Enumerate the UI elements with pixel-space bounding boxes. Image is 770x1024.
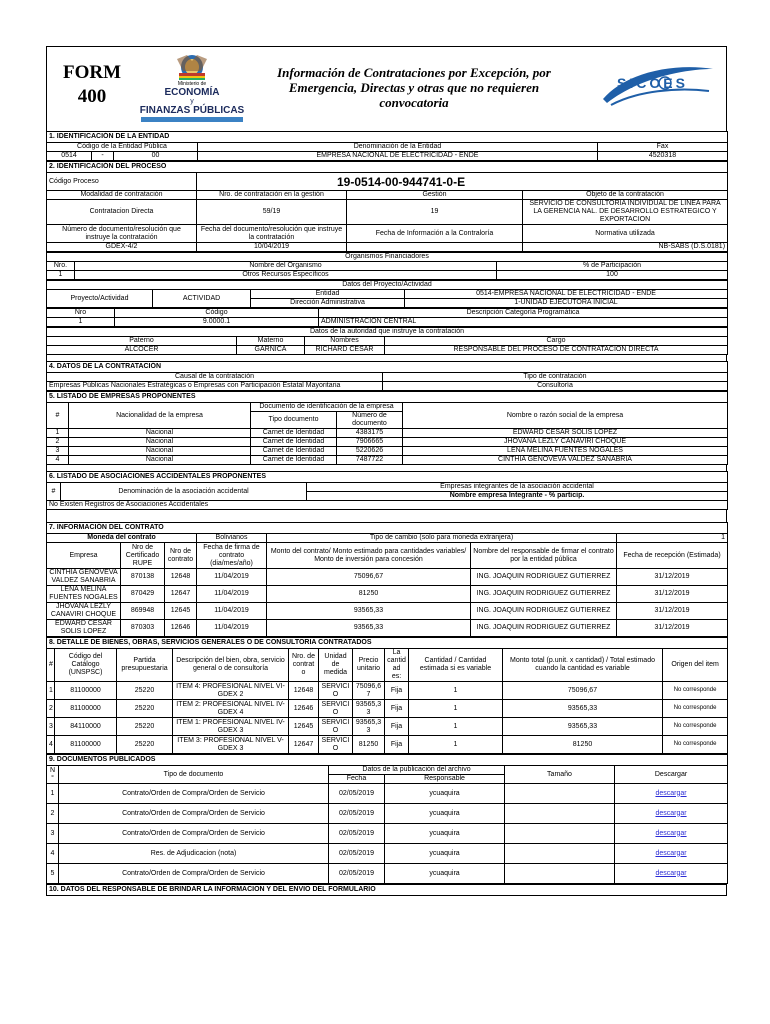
entity-code-separator: - [92, 152, 114, 161]
header-fecha-informacion: Fecha de Información a la Contraloría [347, 225, 523, 243]
fecha: 02/05/2019 [329, 784, 385, 804]
tamano [505, 844, 615, 864]
certificado-rupe: 870303 [121, 620, 165, 637]
section-5-table [46, 391, 728, 465]
section-10-title: 10. DATOS DEL RESPONSABLE DE BRINDAR LA INFORMACION Y DEL ENVIO DEL FORMULARIO [47, 885, 727, 896]
nombre-empresa: CINTHIA GENOVEVA VALDEZ SANABRIA [403, 456, 728, 465]
responsable: ING. JOAQUIN RODRIGUEZ GUTIERREZ [471, 586, 617, 603]
header-num-doc: Número de documento [337, 412, 403, 429]
entidad-value: 0514-EMPRESA NACIONAL DE ELECTRICIDAD - ENDE [405, 290, 728, 299]
header-datos-publicacion: Datos de la publicación del archivo [329, 766, 505, 775]
tamano [505, 864, 615, 884]
header-tipo-doc: Tipo documento [251, 412, 337, 429]
section-4-table [46, 361, 728, 391]
tipo-documento: Carnet de Identidad [251, 438, 337, 447]
org-pct: 100 [497, 271, 728, 280]
responsable: ycuaquira [385, 824, 505, 844]
nro-contrato: 12647 [289, 736, 319, 754]
responsable: ycuaquira [385, 784, 505, 804]
nro-documento-value: GDEX-4/2 [47, 243, 197, 252]
table-row [47, 447, 728, 456]
header-org-nro: Nro. [47, 262, 75, 271]
table-row [47, 438, 728, 447]
header-num: # [47, 403, 69, 429]
form-number [53, 61, 131, 109]
objeto-contratacion: SERVICIO DE CONSULTORIA INDIVIDUAL DE LINEA PARA LA GERENCIA NAL. DE DESARROLLO ESTRATEGICO Y EXPORTACION [523, 200, 728, 225]
proyecto-actividad-value: ACTIVIDAD [153, 290, 251, 308]
tipo-documento: Contrato/Orden de Compra/Orden de Servicio [59, 824, 329, 844]
section-1-table [46, 131, 728, 161]
tipo-documento: Contrato/Orden de Compra/Orden de Servicio [59, 784, 329, 804]
tipo-documento: Contrato/Orden de Compra/Orden de Servicio [59, 804, 329, 824]
table-row [47, 586, 728, 603]
header-fecha-documento: Fecha del documento/resolución que instruye la contratación [197, 225, 347, 243]
header-fecha: Fecha [329, 775, 385, 784]
entity-fax: 4520318 [598, 152, 728, 161]
nro-contrato: 12646 [289, 700, 319, 718]
fecha: 02/05/2019 [329, 824, 385, 844]
catalogo: 81100000 [55, 736, 117, 754]
nacionalidad: Nacional [69, 438, 251, 447]
header-tamano: Tamaño [505, 766, 615, 784]
nro-contrato: 12646 [165, 620, 197, 637]
cargo-value: RESPONSABLE DEL PROCESO DE CONTRATACION DIRECTA [385, 346, 728, 355]
numero-documento: 7487722 [337, 456, 403, 465]
header-origen: Origen del item [663, 649, 728, 682]
catalogo: 84110000 [55, 718, 117, 736]
responsable: ING. JOAQUIN RODRIGUEZ GUTIERREZ [471, 620, 617, 637]
tipo-cambio-value: 1 [617, 534, 728, 543]
header-nro-contrato: Nro de contrato [165, 543, 197, 569]
unidad: SERVICIO [319, 718, 353, 736]
header-cantidad: La cantidad es: [385, 649, 409, 682]
row-num: 3 [47, 824, 59, 844]
empresa: JHOVANA LEZLY CANAVIRI CHOQUE [47, 603, 121, 620]
table-row [47, 804, 728, 824]
row-num: 1 [47, 682, 55, 700]
header-tipo-cambio: Tipo de cambio (solo para moneda extranjera) [267, 534, 617, 543]
modalidad-value: Contratacion Directa [47, 200, 197, 225]
tipo-documento: Res. de Adjudicacion (nota) [59, 844, 329, 864]
row-num: 1 [47, 429, 69, 438]
entity-code-1: 0514 [47, 152, 92, 161]
fecha: 02/05/2019 [329, 844, 385, 864]
header-normativa: Normativa utilizada [523, 225, 728, 243]
section-4-title: 4. DATOS DE LA CONTRATACIÓN [47, 362, 728, 373]
fecha-recepcion: 31/12/2019 [617, 620, 728, 637]
row-num: 4 [47, 736, 55, 754]
header-nombre-pct: Nombre empresa Integrante - % particip. [307, 492, 728, 501]
nombre-empresa: LENA MELINA FUENTES NOGALES [403, 447, 728, 456]
header-cat-nro: Nro [47, 309, 115, 318]
row-num: 2 [47, 438, 69, 447]
nro-contrato: 12645 [165, 603, 197, 620]
org-nro: 1 [47, 271, 75, 280]
dir-adm-value: 1-UNIDAD EJECUTORA INICIAL [405, 299, 728, 308]
header-cat-desc: Descripción Categoría Programática [319, 309, 728, 318]
fecha: 02/05/2019 [329, 804, 385, 824]
nacionalidad: Nacional [69, 429, 251, 438]
section-1-title: 1. IDENTIFICACIÓN DE LA ENTIDAD [47, 132, 728, 143]
organismos-table [46, 252, 728, 280]
tamano [505, 804, 615, 824]
section-7-title: 7. INFORMACIÓN DEL CONTRATO [47, 523, 728, 534]
nombre-empresa: EDWARD CESAR SOLIS LOPEZ [403, 429, 728, 438]
table-row [47, 682, 728, 700]
header-codigo-entidad: Código de la Entidad Pública [47, 143, 198, 152]
table-row [47, 429, 728, 438]
descripcion: ITEM 4: PROFESIONAL NIVEL VI- GDEX 2 [173, 682, 289, 700]
empresa: CINTHIA GENOVEVA VALDEZ SANABRIA [47, 569, 121, 586]
header-nombre-empresa: Nombre o razón social de la empresa [403, 403, 728, 429]
partida: 25220 [117, 700, 173, 718]
row-num: 2 [47, 700, 55, 718]
fecha-firma: 11/04/2019 [197, 569, 267, 586]
responsable: ycuaquira [385, 864, 505, 884]
fecha-firma: 11/04/2019 [197, 586, 267, 603]
precio: 93565,33 [353, 700, 385, 718]
section-6-title: 6. LISTADO DE ASOCIACIONES ACCIDENTALES PROPONENTES [47, 472, 728, 483]
form-code: 400 [77, 86, 107, 107]
header-monto-total: Monto total (p.unit. x cantidad) / Total estimado cuando la cantidad es variable [503, 649, 663, 682]
tipo-documento: Carnet de Identidad [251, 429, 337, 438]
paterno-value: ALCOCER [47, 346, 237, 355]
row-num: 4 [47, 456, 69, 465]
section-10-table [46, 884, 727, 896]
header-fecha-firma: Fecha de firma de contrato (dia/mes/año) [197, 543, 267, 569]
empresa: EDWARD CESAR SOLIS LOPEZ [47, 620, 121, 637]
monto-total: 93565,33 [503, 718, 663, 736]
unidad: SERVICIO [319, 736, 353, 754]
row-num: 1 [47, 784, 59, 804]
header-denominacion-asociacion: Denominación de la asociación accidental [61, 483, 307, 501]
header-org-nombre: Nombre del Organismo [75, 262, 497, 271]
fecha-informacion-value [347, 243, 523, 252]
responsable: ING. JOAQUIN RODRIGUEZ GUTIERREZ [471, 603, 617, 620]
row-num: 3 [47, 718, 55, 736]
form-label: FORM [62, 62, 122, 83]
tamano [505, 784, 615, 804]
fecha-firma: 11/04/2019 [197, 603, 267, 620]
moneda-value: Bolivianos [197, 534, 267, 543]
section-6-table [46, 471, 728, 510]
origen: No corresponde [663, 736, 728, 754]
header-responsable: Nombre del responsable de firmar el contrato por la entidad pública [471, 543, 617, 569]
cantidad-tipo: Fija [385, 682, 409, 700]
empresa: LENA MELINA FUENTES NOGALES [47, 586, 121, 603]
nombre-empresa: JHOVANA LEZLY CANAVIRI CHOQUE [403, 438, 728, 447]
header-gestion: Gestión [347, 191, 523, 200]
header-org-pct: % de Participación [497, 262, 728, 271]
section-9-table [46, 754, 728, 884]
monto: 93565,33 [267, 603, 471, 620]
catalogo: 81100000 [55, 682, 117, 700]
download-link[interactable]: descargar [615, 864, 728, 884]
section-2-table [46, 161, 728, 252]
download-link[interactable]: descargar [615, 844, 728, 864]
precio: 81250 [353, 736, 385, 754]
header-descripcion: Descripción del bien, obra, servicio general o de consultoría [173, 649, 289, 682]
nro-contrato: 12648 [165, 569, 197, 586]
origen: No corresponde [663, 718, 728, 736]
cantidad: 1 [409, 700, 503, 718]
header-unidad: Unidad de medida [319, 649, 353, 682]
header-cantidad-estimada: Cantidad / Cantidad estimada si es variable [409, 649, 503, 682]
origen: No corresponde [663, 682, 728, 700]
unidad: SERVICIO [319, 700, 353, 718]
monto: 93565,33 [267, 620, 471, 637]
header-monto: Monto del contrato/ Monto estimado para cantidades variables/ Monto de inversión para concesión [267, 543, 471, 569]
header-doc-id: Documento de identificación de la empresa [251, 403, 403, 412]
precio: 93565,33 [353, 718, 385, 736]
table-row [47, 603, 728, 620]
numero-documento: 7906665 [337, 438, 403, 447]
header-proyecto-actividad: Proyecto/Actividad [47, 290, 153, 308]
origen: No corresponde [663, 700, 728, 718]
header-rupe: Nro de Certificado RUPE [121, 543, 165, 569]
gestion-value: 19 [347, 200, 523, 225]
header-causal: Causal de la contratación [47, 373, 383, 382]
fecha-recepcion: 31/12/2019 [617, 586, 728, 603]
row-num: 3 [47, 447, 69, 456]
form-page [46, 46, 727, 896]
nombres-value: RICHARD CESAR [305, 346, 385, 355]
row-num: 2 [47, 804, 59, 824]
section-7-table [46, 522, 728, 637]
table-row [47, 784, 728, 804]
cat-desc: ADMINISTRACION CENTRAL [319, 318, 728, 327]
tamano [505, 824, 615, 844]
nro-contratacion-value: 59/19 [197, 200, 347, 225]
org-nombre: Otros Recursos Específicos [75, 271, 497, 280]
cantidad: 1 [409, 718, 503, 736]
nro-contrato: 12648 [289, 682, 319, 700]
section-5-title: 5. LISTADO DE EMPRESAS PROPONENTES [47, 392, 728, 403]
sicoes-logo: SICOES [597, 61, 717, 111]
header-autoridad: Datos de la autoridad que instruye la contratación [47, 328, 728, 337]
numero-documento: 5220626 [337, 447, 403, 456]
certificado-rupe: 869948 [121, 603, 165, 620]
fecha-recepcion: 31/12/2019 [617, 569, 728, 586]
catalogo: 81100000 [55, 700, 117, 718]
causal-value: Empresas Públicas Nacionales Estratégicas o Empresas con Participación Estatal Mayoritaria [47, 382, 383, 391]
header-materno: Materno [237, 337, 305, 346]
download-link[interactable]: descargar [615, 804, 728, 824]
section-2-title: 2. IDENTIFICACIÓN DEL PROCESO [47, 162, 728, 173]
monto-total: 81250 [503, 736, 663, 754]
fecha: 02/05/2019 [329, 864, 385, 884]
tipo-documento: Carnet de Identidad [251, 447, 337, 456]
header-empresa: Empresa [47, 543, 121, 569]
header-nacionalidad: Nacionalidad de la empresa [69, 403, 251, 429]
precio: 75096,67 [353, 682, 385, 700]
responsable: ycuaquira [385, 844, 505, 864]
partida: 25220 [117, 718, 173, 736]
normativa-value: NB-SABS (D.S.0181) [523, 243, 728, 252]
monto: 81250 [267, 586, 471, 603]
descripcion: ITEM 2: PROFESIONAL NIVEL IV-GDEX 4 [173, 700, 289, 718]
download-link[interactable]: descargar [615, 784, 728, 804]
header-datos-proyecto: Datos del Proyecto/Actividad [47, 281, 728, 290]
tipo-documento: Carnet de Identidad [251, 456, 337, 465]
table-row [47, 569, 728, 586]
header-fax: Fax [598, 143, 728, 152]
process-code: 19-0514-00-944741-0-E [197, 173, 728, 191]
fecha-recepcion: 31/12/2019 [617, 603, 728, 620]
header-nro-documento: Número de documento/resolución que instruye la contratación [47, 225, 197, 243]
nro-contrato: 12645 [289, 718, 319, 736]
nro-contrato: 12647 [165, 586, 197, 603]
form-title: Información de Contrataciones por Excepción, por Emergencia, Directas y otras que no requieren convocatoria [277, 65, 551, 110]
header-cargo: Cargo [385, 337, 728, 346]
header-entidad: Entidad [251, 290, 405, 299]
certificado-rupe: 870138 [121, 569, 165, 586]
header-catalogo: Código del Catálogo (UNSPSC) [55, 649, 117, 682]
cantidad-tipo: Fija [385, 718, 409, 736]
unidad: SERVICIO [319, 682, 353, 700]
monto-total: 93565,33 [503, 700, 663, 718]
row-num: 4 [47, 844, 59, 864]
header-objeto: Objeto de la contratación [523, 191, 728, 200]
responsable: ycuaquira [385, 804, 505, 824]
descripcion: ITEM 3: PROFESIONAL NIVEL V-GDEX 3 [173, 736, 289, 754]
header-nro-contrato: Nro. de contrato [289, 649, 319, 682]
autoridad-table [46, 327, 728, 355]
asociaciones-empty: No Existen Registros de Asociaciones Accidentales [47, 501, 728, 510]
table-row [47, 736, 728, 754]
fecha-firma: 11/04/2019 [197, 620, 267, 637]
fecha-documento-value: 10/04/2019 [197, 243, 347, 252]
table-row [47, 824, 728, 844]
table-row [47, 700, 728, 718]
section-8-title: 8. DETALLE DE BIENES, OBRAS, SERVICIOS GENERALES O DE CONSULTORIA CONTRATADOS [47, 638, 728, 649]
monto: 75096,67 [267, 569, 471, 586]
header-tipo-documento: Tipo de documento [59, 766, 329, 784]
section-9-title: 9. DOCUMENTOS PUBLICADOS [47, 755, 728, 766]
header-num: # [47, 483, 61, 501]
tipo-contratacion-value: Consultoría [383, 382, 728, 391]
table-row [47, 844, 728, 864]
download-link[interactable]: descargar [615, 824, 728, 844]
categoria-table [46, 308, 728, 327]
header-num: N° [47, 766, 59, 784]
entity-name: EMPRESA NACIONAL DE ELECTRICIDAD - ENDE [198, 152, 598, 161]
cantidad-tipo: Fija [385, 736, 409, 754]
cantidad: 1 [409, 682, 503, 700]
cantidad: 1 [409, 736, 503, 754]
certificado-rupe: 870429 [121, 586, 165, 603]
header-tipo-contratacion: Tipo de contratación [383, 373, 728, 382]
header-responsable: Responsable [385, 775, 505, 784]
header-nro-contratacion: Nro. de contratación en la gestión [197, 191, 347, 200]
header-denominacion: Denominación de la Entidad [198, 143, 598, 152]
header-cat-codigo: Código [115, 309, 319, 318]
header-fecha-recepcion: Fecha de recepción (Estimada) [617, 543, 728, 569]
nacionalidad: Nacional [69, 456, 251, 465]
header-codigo-proceso: Código Proceso [47, 173, 197, 191]
ministry-name: Ministerio de ECONOMÍA y FINANZAS PÚBLICAS [137, 81, 247, 122]
header-dir-adm: Dirección Administrativa [251, 299, 405, 308]
materno-value: GARNICA [237, 346, 305, 355]
partida: 25220 [117, 736, 173, 754]
row-num: 5 [47, 864, 59, 884]
table-row [47, 864, 728, 884]
cantidad-tipo: Fija [385, 700, 409, 718]
tipo-documento: Contrato/Orden de Compra/Orden de Servicio [59, 864, 329, 884]
header-precio: Precio unitario [353, 649, 385, 682]
form-header [46, 46, 727, 131]
responsable: ING. JOAQUIN RODRIGUEZ GUTIERREZ [471, 569, 617, 586]
header-descargar: Descargar [615, 766, 728, 784]
partida: 25220 [117, 682, 173, 700]
header-paterno: Paterno [47, 337, 237, 346]
section-8-table [46, 637, 728, 754]
cat-codigo: 9.0000.1 [115, 318, 319, 327]
header-num: # [47, 649, 55, 682]
cat-nro: 1 [47, 318, 115, 327]
header-moneda: Moneda del contrato [47, 534, 197, 543]
header-modalidad: Modalidad de contratación [47, 191, 197, 200]
table-row [47, 456, 728, 465]
header-organismos: Organismos Financiadores [47, 253, 728, 262]
header-partida: Partida presupuestaria [117, 649, 173, 682]
proyecto-table [46, 280, 728, 308]
table-row [47, 718, 728, 736]
header-integrantes: Empresas integrantes de la asociación accidental [307, 483, 728, 492]
header-nombres: Nombres [305, 337, 385, 346]
table-row [47, 620, 728, 637]
descripcion: ITEM 1: PROFESIONAL NIVEL IV-GDEX 3 [173, 718, 289, 736]
entity-code-2: 00 [114, 152, 198, 161]
numero-documento: 4383175 [337, 429, 403, 438]
nacionalidad: Nacional [69, 447, 251, 456]
monto-total: 75096,67 [503, 682, 663, 700]
